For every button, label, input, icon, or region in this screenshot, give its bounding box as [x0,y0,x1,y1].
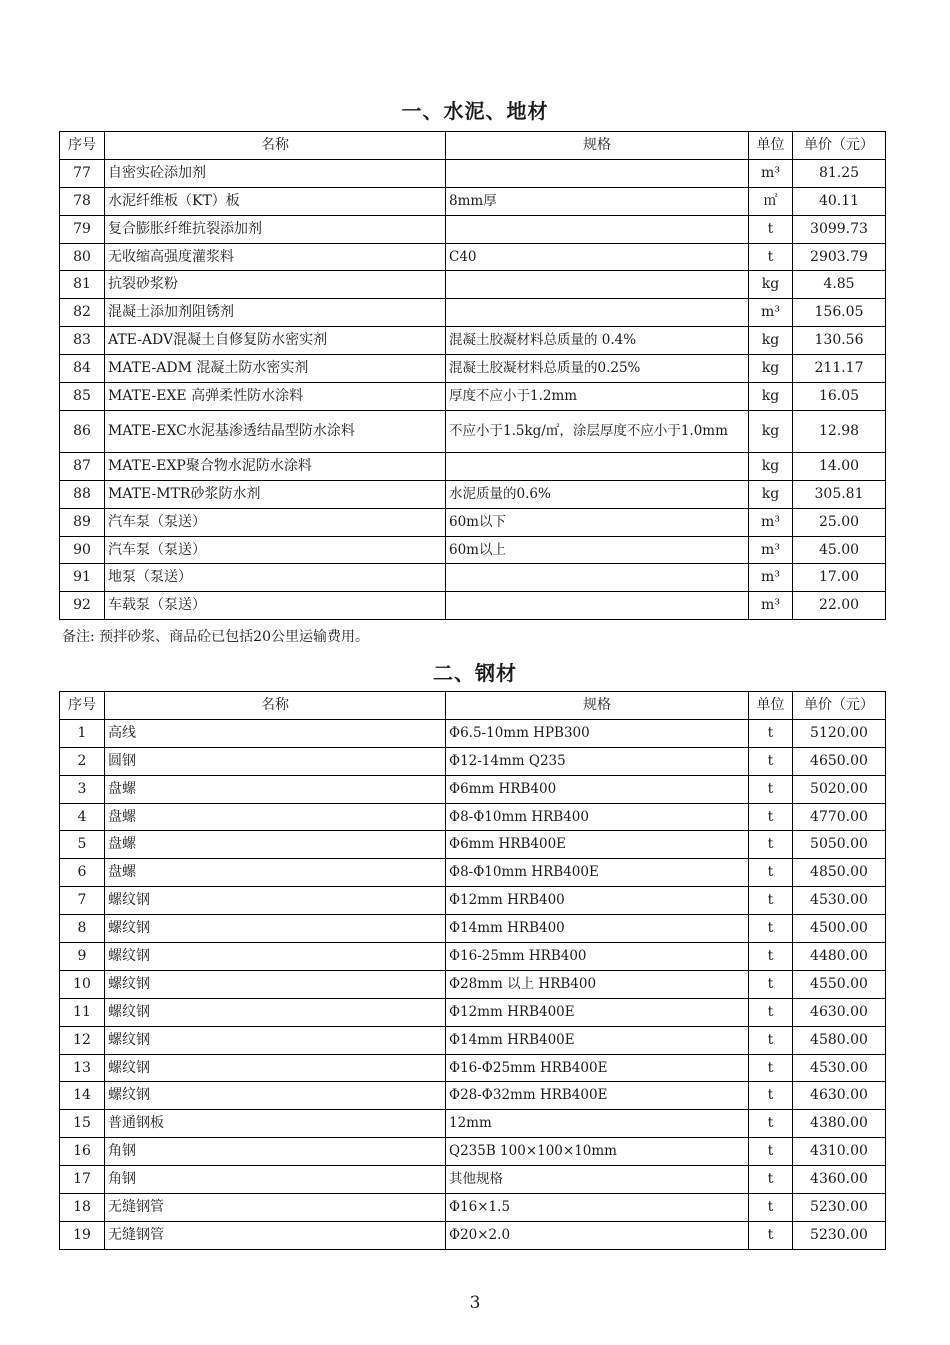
cell-no: 77 [60,159,105,187]
header-name: 名称 [105,132,446,160]
cell-name: 盘螺 [105,831,446,859]
cell-name: 抗裂砂浆粉 [105,271,446,299]
cell-no: 87 [60,452,105,480]
cell-no: 91 [60,564,105,592]
table-row [60,215,886,243]
cell-no: 17 [60,1166,105,1194]
cell-name: MATE-EXP聚合物水泥防水涂料 [105,452,446,480]
cell-no: 11 [60,998,105,1026]
table-row [60,187,886,215]
cell-name: 螺纹钢 [105,1054,446,1082]
cell-name: 螺纹钢 [105,943,446,971]
cell-price: 4500.00 [793,915,886,943]
cell-spec: Φ6mm HRB400E [446,831,749,859]
cell-price: 5230.00 [793,1221,886,1249]
cell-price: 5050.00 [793,831,886,859]
cell-price: 305.81 [793,480,886,508]
cell-spec: 12mm [446,1110,749,1138]
cell-price: 81.25 [793,159,886,187]
cell-price: 4770.00 [793,803,886,831]
cell-spec: C40 [446,243,749,271]
cell-spec: 60m以上 [446,536,749,564]
cell-unit: t [749,1054,793,1082]
cell-spec: Φ14mm HRB400E [446,1026,749,1054]
table-row [60,243,886,271]
cell-price: 17.00 [793,564,886,592]
cell-spec: Q235B 100×100×10mm [446,1138,749,1166]
table-row [60,1221,886,1249]
cell-name: 无缝钢管 [105,1194,446,1222]
cell-spec: Φ16-25mm HRB400 [446,943,749,971]
cell-unit: t [749,943,793,971]
cell-name: 水泥纤维板（KT）板 [105,187,446,215]
cell-spec: Φ6.5-10mm HPB300 [446,719,749,747]
cell-spec: 混凝土胶凝材料总质量的0.25% [446,355,749,383]
cell-unit: m³ [749,536,793,564]
table-row [60,831,886,859]
table-row [60,592,886,620]
cell-spec: Φ28mm 以上 HRB400 [446,970,749,998]
cell-unit: m³ [749,564,793,592]
cell-price: 4530.00 [793,887,886,915]
header-unit: 单位 [749,692,793,720]
cell-price: 4580.00 [793,1026,886,1054]
table-row [60,747,886,775]
table-row [60,1054,886,1082]
cell-price: 25.00 [793,508,886,536]
cell-no: 9 [60,943,105,971]
cell-price: 4850.00 [793,859,886,887]
cell-unit: kg [749,480,793,508]
cell-unit: t [749,1138,793,1166]
table-row [60,1110,886,1138]
table-row [60,410,886,452]
cell-unit: t [749,1110,793,1138]
cell-no: 3 [60,775,105,803]
section-title-cement: 一、水泥、地材 [401,99,549,123]
cell-price: 16.05 [793,383,886,411]
cell-name: 螺纹钢 [105,915,446,943]
cell-price: 12.98 [793,410,886,452]
cell-unit: t [749,1194,793,1222]
cell-price: 130.56 [793,327,886,355]
cell-spec [446,452,749,480]
table-row [60,1082,886,1110]
cell-unit: t [749,215,793,243]
cell-name: 复合膨胀纤维抗裂添加剂 [105,215,446,243]
cell-spec: 8mm厚 [446,187,749,215]
cell-no: 5 [60,831,105,859]
cell-spec: 水泥质量的0.6% [446,480,749,508]
cell-unit: t [749,1166,793,1194]
cell-unit: kg [749,355,793,383]
cell-unit: t [749,915,793,943]
cell-no: 89 [60,508,105,536]
cell-no: 12 [60,1026,105,1054]
cement-price-table [59,131,886,620]
cell-price: 4360.00 [793,1166,886,1194]
cell-unit: t [749,243,793,271]
header-no: 序号 [60,692,105,720]
cell-spec [446,592,749,620]
cell-price: 4.85 [793,271,886,299]
table-row [60,943,886,971]
cell-unit: m³ [749,508,793,536]
cell-unit: t [749,970,793,998]
table-row [60,355,886,383]
table-row [60,508,886,536]
cell-spec: Φ8-Φ10mm HRB400 [446,803,749,831]
cell-price: 4630.00 [793,1082,886,1110]
cell-spec: Φ16-Φ25mm HRB400E [446,1054,749,1082]
table-row [60,915,886,943]
cell-spec: Φ12-14mm Q235 [446,747,749,775]
cell-no: 6 [60,859,105,887]
table-row [60,887,886,915]
cell-name: 盘螺 [105,803,446,831]
steel-price-table [59,691,886,1250]
cell-no: 79 [60,215,105,243]
cell-spec [446,271,749,299]
cell-no: 13 [60,1054,105,1082]
cell-name: 地泵（泵送） [105,564,446,592]
cell-spec: 不应小于1.5kg/㎡，涂层厚度不应小于1.0mm [446,410,749,452]
cell-spec: Φ20×2.0 [446,1221,749,1249]
cell-no: 92 [60,592,105,620]
cell-name: MATE-ADM 混凝土防水密实剂 [105,355,446,383]
table-row [60,159,886,187]
cell-unit: t [749,719,793,747]
cell-unit: t [749,859,793,887]
cell-spec: 混凝土胶凝材料总质量的 0.4% [446,327,749,355]
cell-name: 无缝钢管 [105,1221,446,1249]
cell-unit: t [749,775,793,803]
cell-name: 螺纹钢 [105,998,446,1026]
cell-spec [446,159,749,187]
cell-price: 4310.00 [793,1138,886,1166]
cell-name: 角钢 [105,1138,446,1166]
header-spec: 规格 [446,132,749,160]
cell-unit: t [749,887,793,915]
cell-spec: Φ14mm HRB400 [446,915,749,943]
page-number: 3 [469,1293,481,1313]
table-row [60,327,886,355]
cell-name: 高线 [105,719,446,747]
cell-no: 1 [60,719,105,747]
cell-no: 83 [60,327,105,355]
cell-price: 4630.00 [793,998,886,1026]
cell-no: 81 [60,271,105,299]
cell-unit: t [749,747,793,775]
cell-name: 螺纹钢 [105,887,446,915]
cell-price: 5230.00 [793,1194,886,1222]
cell-unit: t [749,1026,793,1054]
table-note: 备注: 预拌砂浆、商品砼已包括20公里运输费用。 [62,629,369,645]
cell-price: 211.17 [793,355,886,383]
table-row [60,1138,886,1166]
cell-unit: t [749,831,793,859]
cell-unit: t [749,1082,793,1110]
table-row [60,998,886,1026]
cell-no: 80 [60,243,105,271]
cell-spec: Φ12mm HRB400E [446,998,749,1026]
section-title-steel: 二、钢材 [433,661,517,685]
cell-no: 78 [60,187,105,215]
cell-name: MATE-EXE 高弹柔性防水涂料 [105,383,446,411]
cell-no: 19 [60,1221,105,1249]
cell-price: 4380.00 [793,1110,886,1138]
cell-name: 圆钢 [105,747,446,775]
cell-no: 2 [60,747,105,775]
cell-name: 螺纹钢 [105,1082,446,1110]
cell-unit: m³ [749,592,793,620]
table-row [60,803,886,831]
cell-unit: t [749,803,793,831]
cell-price: 2903.79 [793,243,886,271]
cell-no: 7 [60,887,105,915]
table-row [60,452,886,480]
cell-spec: Φ16×1.5 [446,1194,749,1222]
cell-name: 盘螺 [105,859,446,887]
cell-price: 45.00 [793,536,886,564]
table-row [60,271,886,299]
cell-name: 自密实砼添加剂 [105,159,446,187]
cell-unit: m³ [749,299,793,327]
cell-no: 16 [60,1138,105,1166]
cell-unit: t [749,998,793,1026]
cell-no: 84 [60,355,105,383]
table-row [60,480,886,508]
table-row [60,1194,886,1222]
header-spec: 规格 [446,692,749,720]
cell-no: 10 [60,970,105,998]
cell-name: 混凝土添加剂阻锈剂 [105,299,446,327]
cell-spec: 60m以下 [446,508,749,536]
cell-name: 螺纹钢 [105,1026,446,1054]
cell-price: 3099.73 [793,215,886,243]
cell-spec: Φ6mm HRB400 [446,775,749,803]
cell-price: 4480.00 [793,943,886,971]
cell-spec: 厚度不应小于1.2mm [446,383,749,411]
header-price: 单价（元） [793,692,886,720]
cell-price: 156.05 [793,299,886,327]
cell-no: 4 [60,803,105,831]
cell-price: 22.00 [793,592,886,620]
cell-unit: ㎡ [749,187,793,215]
cell-name: 汽车泵（泵送） [105,536,446,564]
table-header-row [60,692,886,720]
header-price: 单价（元） [793,132,886,160]
table-row [60,383,886,411]
header-name: 名称 [105,692,446,720]
table-row [60,299,886,327]
cell-unit: kg [749,327,793,355]
cell-spec [446,299,749,327]
cell-spec [446,564,749,592]
cell-unit: kg [749,410,793,452]
cell-unit: kg [749,452,793,480]
cell-no: 15 [60,1110,105,1138]
cell-name: 盘螺 [105,775,446,803]
cell-name: 汽车泵（泵送） [105,508,446,536]
cell-no: 18 [60,1194,105,1222]
cell-price: 40.11 [793,187,886,215]
table-row [60,564,886,592]
table-row [60,859,886,887]
cell-name: MATE-EXC水泥基渗透结晶型防水涂料 [105,410,446,452]
table-row [60,1166,886,1194]
cell-name: MATE-MTR砂浆防水剂 [105,480,446,508]
cell-name: 无收缩高强度灌浆料 [105,243,446,271]
cell-name: 角钢 [105,1166,446,1194]
cell-unit: kg [749,271,793,299]
cell-price: 4650.00 [793,747,886,775]
cell-price: 5120.00 [793,719,886,747]
cell-unit: m³ [749,159,793,187]
table-row [60,775,886,803]
table-header-row [60,132,886,160]
cell-no: 86 [60,410,105,452]
cell-name: 普通钢板 [105,1110,446,1138]
cell-no: 14 [60,1082,105,1110]
cell-unit: t [749,1221,793,1249]
cell-price: 5020.00 [793,775,886,803]
cell-no: 82 [60,299,105,327]
cell-no: 8 [60,915,105,943]
table-row [60,970,886,998]
cell-spec: Φ12mm HRB400 [446,887,749,915]
cell-name: ATE-ADV混凝土自修复防水密实剂 [105,327,446,355]
cell-spec: Φ28-Φ32mm HRB400E [446,1082,749,1110]
cell-name: 车载泵（泵送） [105,592,446,620]
header-no: 序号 [60,132,105,160]
cell-no: 90 [60,536,105,564]
table-row [60,719,886,747]
header-unit: 单位 [749,132,793,160]
table-row [60,536,886,564]
cell-name: 螺纹钢 [105,970,446,998]
cell-no: 85 [60,383,105,411]
cell-spec: Φ8-Φ10mm HRB400E [446,859,749,887]
cell-spec: 其他规格 [446,1166,749,1194]
cell-price: 14.00 [793,452,886,480]
cell-unit: kg [749,383,793,411]
cell-price: 4550.00 [793,970,886,998]
cell-no: 88 [60,480,105,508]
cell-price: 4530.00 [793,1054,886,1082]
table-row [60,1026,886,1054]
cell-spec [446,215,749,243]
